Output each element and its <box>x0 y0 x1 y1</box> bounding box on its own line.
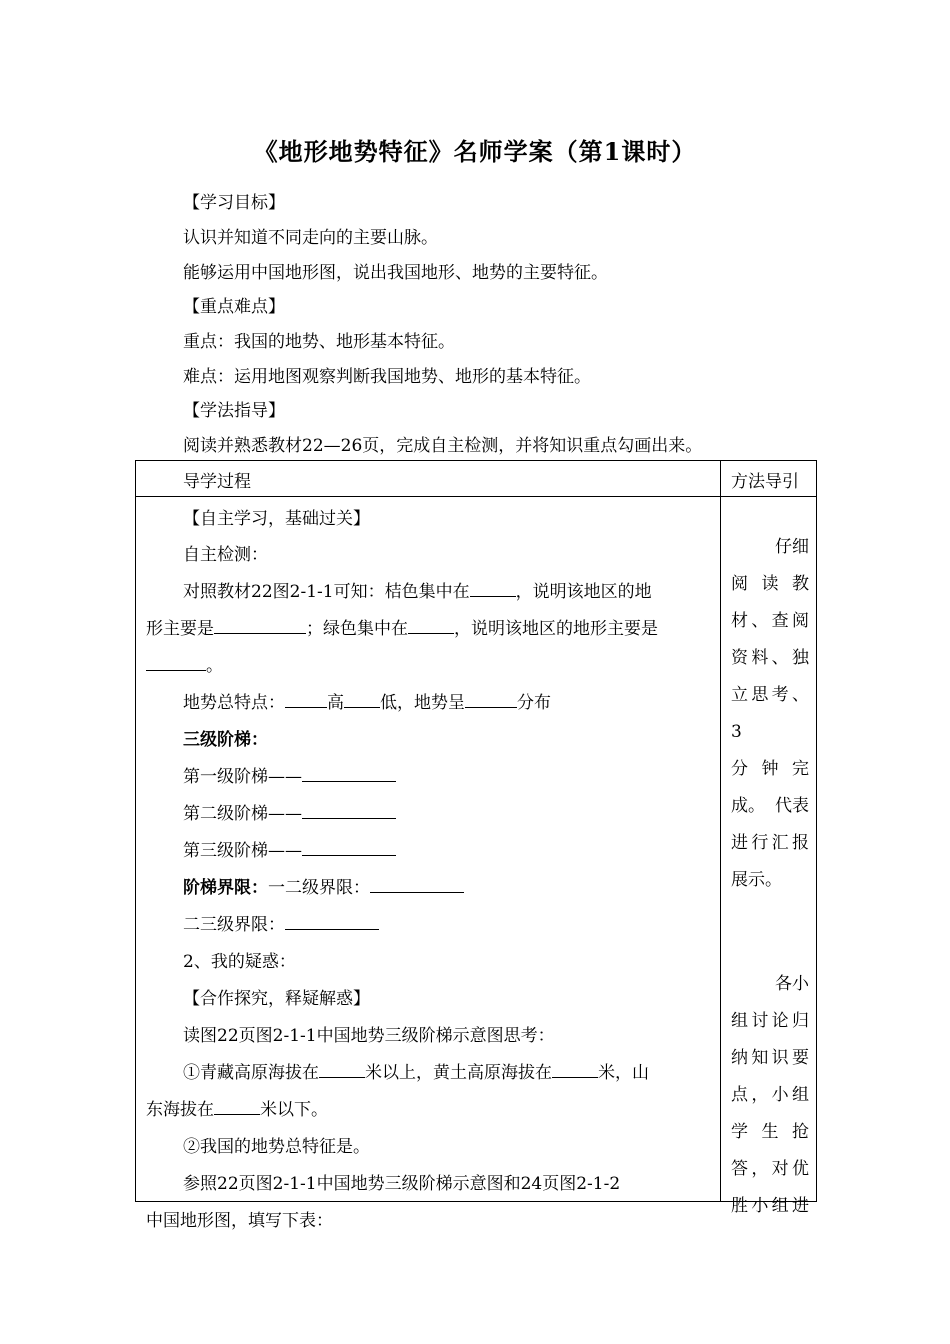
self-check-label: 自主检测： <box>183 545 268 565</box>
goal-text-2: 能够运用中国地形图，说出我国地形、地势的主要特征。 <box>183 263 608 283</box>
header-right-label: 方法导引 <box>731 472 799 492</box>
page-title: 《地形地势特征》名师学案（第1课时） <box>253 137 697 166</box>
boundary-line-1: 阶梯界限：一二级界限： <box>183 873 464 898</box>
table-body-left <box>136 497 721 1231</box>
key-text-1: 重点：我国的地势、地形基本特征。 <box>183 332 455 352</box>
coop-question-2: ②我国的地势总特征是。 <box>183 1137 370 1157</box>
method-note-2: 代表 进行汇报 展示。 <box>731 796 809 890</box>
terrain-trend-line: 地势总特点： 高 低，地势呈 分布 <box>183 693 551 713</box>
question-1-line-3: 。 <box>146 651 223 676</box>
step-3-line: 第三级阶梯—— <box>183 836 396 861</box>
table-body-right <box>721 497 817 1216</box>
header-left-label: 导学过程 <box>183 472 251 492</box>
question-1-line-2: 形主要是 ；绿色集中在 ，说明该地区的地形主要是 <box>146 619 658 639</box>
table-header-left <box>136 461 721 497</box>
reference-line-1: 参照22页图2-1-1中国地势三级阶梯示意图和24页图2-1-2 <box>183 1174 621 1194</box>
boundary-line-2: 二三级界限： <box>183 910 379 935</box>
method-note-3: 各小 组讨论归 纳知识要 点，小组 学生抢 答，对优 胜小组进 <box>731 974 809 1216</box>
table-header-right <box>721 461 817 497</box>
step-2-line: 第二级阶梯—— <box>183 799 396 824</box>
key-header: 【重点难点】 <box>183 297 285 317</box>
goal-text-1: 认识并知道不同走向的主要山脉。 <box>183 228 438 248</box>
step-1-line: 第一级阶梯—— <box>183 762 396 787</box>
key-text-2: 难点：运用地图观察判断我国地势、地形的基本特征。 <box>183 367 591 387</box>
method-text: 阅读并熟悉教材22—26页，完成自主检测，并将知识重点勾画出来。 <box>183 436 703 456</box>
reference-line-2: 中国地形图，填写下表： <box>146 1211 333 1231</box>
coop-question-1-line-2: 东海拔在 米以下。 <box>146 1100 328 1120</box>
coop-header: 【合作探究，释疑解惑】 <box>183 989 370 1009</box>
study-table <box>135 460 817 1231</box>
method-note-1: 仔细 阅读教 材、查阅 资料、独 立思考、3 分钟完 成。 <box>731 537 809 816</box>
goal-header: 【学习目标】 <box>183 193 285 213</box>
coop-question-1-line-1: ①青藏高原海拔在 米以上，黄土高原海拔在 米，山 <box>183 1063 649 1083</box>
doubt-line: 2、我的疑惑： <box>183 952 296 972</box>
question-1-line-1: 对照教材22图2-1-1可知：桔色集中在 ，说明该地区的地 <box>183 582 652 602</box>
method-header: 【学法指导】 <box>183 401 285 421</box>
self-study-header: 【自主学习，基础过关】 <box>183 509 370 529</box>
three-steps-title: 三级阶梯： <box>183 730 268 750</box>
read-map-line: 读图22页图2-1-1中国地势三级阶梯示意图思考： <box>183 1026 555 1046</box>
